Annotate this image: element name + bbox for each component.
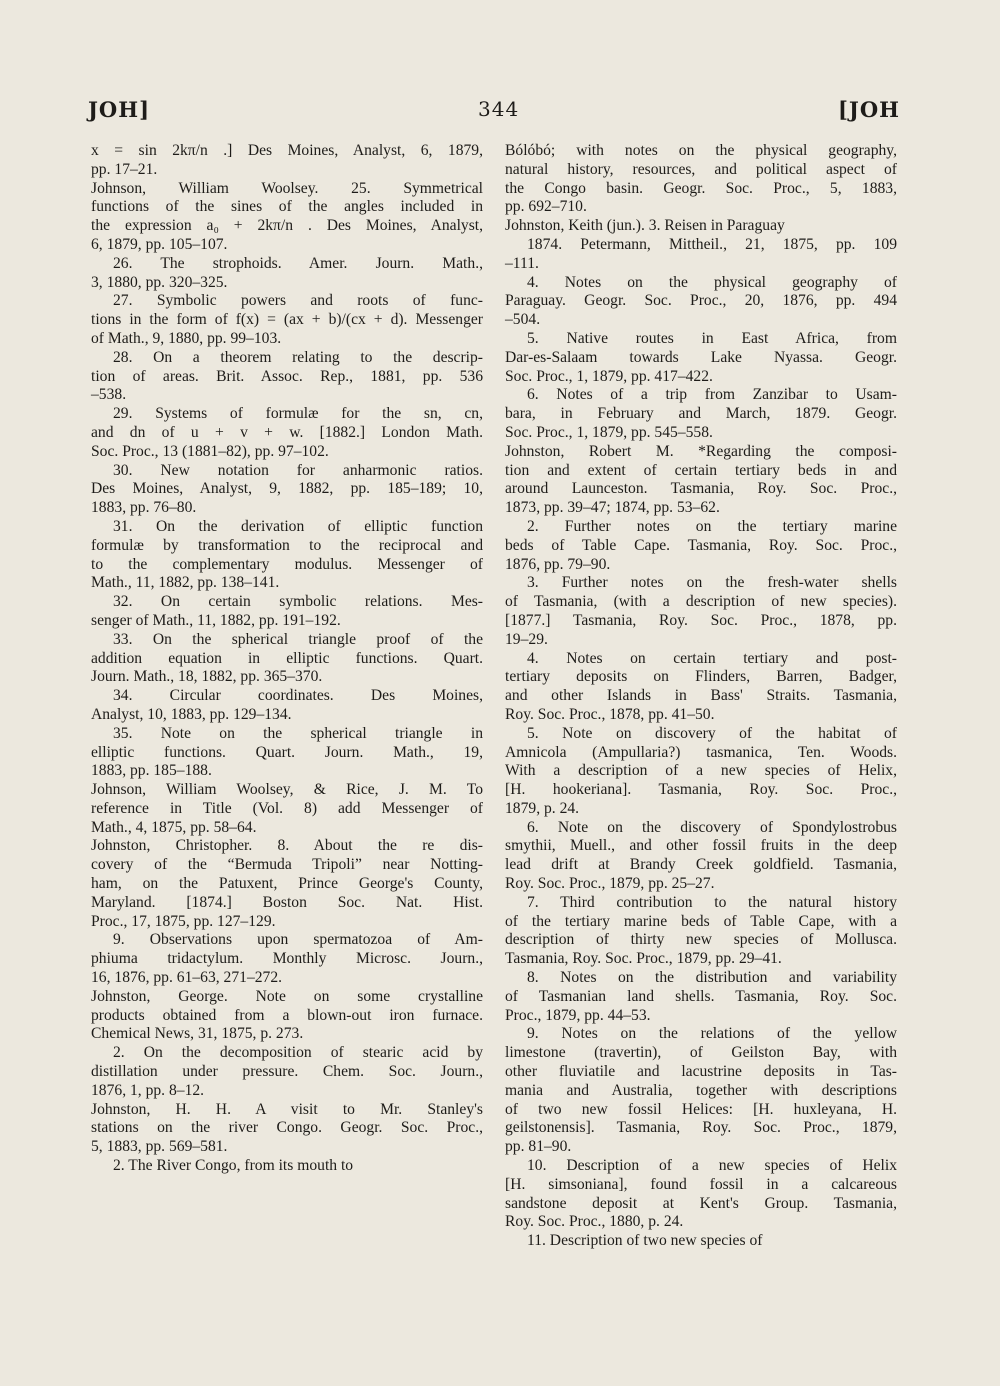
- text-line: 1883, pp. 76–80.: [91, 499, 197, 517]
- text-line: phiuma tridactylum. Monthly Microsc. Journ.,: [91, 950, 483, 968]
- text-line: Johnston, George. Note on some crystalline: [91, 987, 483, 1005]
- text-line: smythii, Muell., and other fossil fruits in the deep: [505, 837, 897, 855]
- text-line: 1876, 1, pp. 8–12.: [91, 1081, 205, 1099]
- text-line: Johnson, William Woolsey. 25. Symmetrical: [91, 179, 483, 197]
- text-line: sandstone deposit at Kent's Group. Tasmania,: [505, 1194, 897, 1212]
- text-line: 19–29.: [505, 630, 548, 648]
- text-line: 28. On a theorem relating to the descrip-: [113, 348, 483, 366]
- text-line: 6, 1879, pp. 105–107.: [91, 235, 228, 253]
- text-line: beds of Table Cape. Tasmania, Roy. Soc. Proc.,: [505, 536, 897, 554]
- text-line: pp. 81–90.: [505, 1138, 572, 1156]
- text-line: and other Islands in Bass' Straits. Tasmania,: [505, 687, 897, 705]
- text-line: 1876, pp. 79–90.: [505, 555, 611, 573]
- text-line: Soc. Proc., 1, 1879, pp. 545–558.: [505, 423, 713, 441]
- text-line: Dar-es-Salaam towards Lake Nyassa. Geogr.: [505, 348, 897, 366]
- text-line: of the tertiary marine beds of Table Cape, with a: [505, 912, 897, 930]
- text-line: stations on the river Congo. Geogr. Soc. Proc.,: [91, 1119, 483, 1137]
- text-line: 1874. Petermann, Mittheil., 21, 1875, pp. 109: [527, 235, 897, 253]
- text-line: Proc., 17, 1875, pp. 127–129.: [91, 912, 276, 930]
- text-line: 33. On the spherical triangle proof of the: [113, 630, 483, 648]
- text-line: [1877.] Tasmania, Roy. Soc. Proc., 1878, pp.: [505, 611, 897, 629]
- text-line: 31. On the derivation of elliptic function: [113, 517, 483, 535]
- text-line: Chemical News, 31, 1875, p. 273.: [91, 1025, 304, 1043]
- text-line: Johnston, H. H. A visit to Mr. Stanley's: [91, 1100, 483, 1118]
- text-line: pp. 692–710.: [505, 198, 587, 216]
- text-line: Des Moines, Analyst, 9, 1882, pp. 185–189; 10,: [91, 480, 483, 498]
- left-column: [91, 142, 483, 1176]
- right-column: [505, 142, 897, 1251]
- text-line: the Congo basin. Geogr. Soc. Proc., 5, 1883,: [505, 179, 897, 197]
- page-number: 344: [478, 97, 520, 121]
- text-line: to the complementary modulus. Messenger of: [91, 555, 483, 573]
- text-line: 1873, pp. 39–47; 1874, pp. 53–62.: [505, 499, 720, 517]
- text-line: With a description of a new species of Helix,: [505, 762, 897, 780]
- text-line: bara, in February and March, 1879. Geogr.: [505, 405, 897, 423]
- running-head-left: JOH]: [88, 97, 151, 122]
- text-line: Soc. Proc., 1, 1879, pp. 417–422.: [505, 367, 713, 385]
- text-line: Proc., 1879, pp. 44–53.: [505, 1006, 651, 1024]
- text-line: 9. Observations upon spermatozoa of Am-: [113, 931, 483, 949]
- text-line: of Math., 9, 1880, pp. 99–103.: [91, 329, 282, 347]
- text-line: Johnston, Robert M. *Regarding the composi-: [505, 442, 897, 460]
- text-line: covery of the “Bermuda Tripoli” near Notting-: [91, 856, 483, 874]
- text-line: Bólóbó; with notes on the physical geography,: [505, 142, 897, 159]
- text-line: 6. Note on the discovery of Spondylostrobus: [527, 818, 897, 836]
- text-line: limestone (travertin), of Geilston Bay, with: [505, 1044, 897, 1062]
- text-line: 27. Symbolic powers and roots of func-: [113, 292, 483, 310]
- text-line: 2. Further notes on the tertiary marine: [527, 517, 897, 535]
- text-line: description of thirty new species of Mollusca.: [505, 931, 897, 949]
- text-line: [H. simsoniana], found fossil in a calcareous: [505, 1175, 897, 1193]
- text-line: Roy. Soc. Proc., 1879, pp. 25–27.: [505, 875, 715, 893]
- text-line: Analyst, 10, 1883, pp. 129–134.: [91, 705, 292, 723]
- text-line: 3, 1880, pp. 320–325.: [91, 273, 228, 291]
- text-line: functions of the sines of the angles included in: [91, 198, 483, 216]
- text-line: [H. hookeriana]. Tasmania, Roy. Soc. Proc.,: [505, 781, 897, 799]
- running-head-right: [JOH: [837, 97, 900, 122]
- text-line: 11. Description of two new species of: [527, 1232, 763, 1250]
- text-line: 6. Notes of a trip from Zanzibar to Usam-: [527, 386, 897, 404]
- text-line: of Tasmanian land shells. Tasmania, Roy. Soc.: [505, 987, 897, 1005]
- text-line: Johnston, Christopher. 8. About the re dis-: [91, 837, 483, 855]
- text-line: Journ. Math., 18, 1882, pp. 365–370.: [91, 668, 323, 686]
- text-line: 1883, pp. 185–188.: [91, 762, 212, 780]
- text-line: tions in the form of f(x) = (ax + b)/(cx + d). Messenger: [91, 311, 483, 329]
- text-line: products obtained from a blown-out iron furnace.: [91, 1006, 483, 1024]
- text-line: and dn of u + v + w. [1882.] London Math.: [91, 423, 483, 441]
- text-line: reference in Title (Vol. 8) add Messenger of: [91, 799, 483, 817]
- text-line: 35. Note on the spherical triangle in: [113, 724, 483, 742]
- text-line: 9. Notes on the relations of the yellow: [527, 1025, 897, 1043]
- text-line: other fluviatile and lacustrine deposits in Tas-: [505, 1063, 897, 1081]
- text-line: pp. 17–21.: [91, 160, 158, 178]
- text-line: lead drift at Brandy Creek goldfield. Tasmania,: [505, 856, 897, 874]
- text-line: tertiary deposits on Flinders, Barren, Badger,: [505, 668, 897, 686]
- text-line: 5. Note on discovery of the habitat of: [527, 724, 897, 742]
- text-line: Math., 11, 1882, pp. 138–141.: [91, 574, 280, 592]
- text-line: 2. The River Congo, from its mouth to: [113, 1157, 354, 1175]
- text-line: 4. Notes on the physical geography of: [527, 273, 897, 291]
- text-line: –538.: [91, 386, 127, 404]
- text-line: 16, 1876, pp. 61–63, 271–272.: [91, 969, 283, 987]
- text-line: natural history, resources, and political aspect of: [505, 160, 897, 178]
- text-line: around Launceston. Tasmania, Roy. Soc. Proc.,: [505, 480, 897, 498]
- text-line: 4. Notes on certain tertiary and post-: [527, 649, 897, 667]
- text-line: –111.: [505, 254, 539, 272]
- text-line: formulæ by transformation to the reciprocal and: [91, 536, 483, 554]
- text-line: Amnicola (Ampullaria?) tasmanica, Ten. Woods.: [505, 743, 897, 761]
- text-line: 34. Circular coordinates. Des Moines,: [113, 687, 483, 705]
- text-line: 29. Systems of formulæ for the sn, cn,: [113, 405, 483, 423]
- text-line: 2. On the decomposition of stearic acid by: [113, 1044, 483, 1062]
- text-line: x = sin 2kπ/n .] Des Moines, Analyst, 6, 1879,: [91, 142, 483, 159]
- text-line: mania and Australia, together with descriptions: [505, 1081, 897, 1099]
- text-line: Johnston, Keith (jun.). 3. Reisen in Paraguay: [505, 217, 785, 235]
- text-line: of Tasmania, (with a description of new species).: [505, 593, 897, 611]
- text-line: ham, on the Patuxent, Prince George's County,: [91, 875, 483, 893]
- text-line: tion and extent of certain tertiary beds in and: [505, 461, 897, 479]
- text-line: the expression a₀ + 2kπ/n . Des Moines, Analyst,: [91, 217, 483, 235]
- text-line: elliptic functions. Quart. Journ. Math., 19,: [91, 743, 483, 761]
- text-line: 5. Native routes in East Africa, from: [527, 329, 897, 347]
- text-line: Math., 4, 1875, pp. 58–64.: [91, 818, 257, 836]
- text-line: 3. Further notes on the fresh-water shells: [527, 574, 897, 592]
- text-line: 5, 1883, pp. 569–581.: [91, 1138, 228, 1156]
- text-line: Tasmania, Roy. Soc. Proc., 1879, pp. 29–41.: [505, 950, 782, 968]
- text-line: 26. The strophoids. Amer. Journ. Math.,: [113, 254, 483, 272]
- text-line: 1879, p. 24.: [505, 799, 580, 817]
- text-line: senger of Math., 11, 1882, pp. 191–192.: [91, 611, 341, 629]
- text-line: Roy. Soc. Proc., 1880, p. 24.: [505, 1213, 684, 1231]
- text-line: Johnson, William Woolsey, & Rice, J. M. To: [91, 781, 483, 799]
- text-line: Maryland. [1874.] Boston Soc. Nat. Hist.: [91, 893, 483, 911]
- text-line: of two new fossil Helices: [H. huxleyana, H.: [505, 1100, 897, 1118]
- text-line: 30. New notation for anharmonic ratios.: [113, 461, 483, 479]
- text-line: Roy. Soc. Proc., 1878, pp. 41–50.: [505, 705, 715, 723]
- text-line: 7. Third contribution to the natural history: [527, 893, 897, 911]
- text-line: geilstonensis]. Tasmania, Roy. Soc. Proc., 1879,: [505, 1119, 897, 1137]
- text-line: 8. Notes on the distribution and variability: [527, 969, 897, 987]
- text-line: –504.: [505, 311, 541, 329]
- text-line: Soc. Proc., 13 (1881–82), pp. 97–102.: [91, 442, 329, 460]
- text-line: addition equation in elliptic functions. Quart.: [91, 649, 483, 667]
- text-line: tion of areas. Brit. Assoc. Rep., 1881, pp. 536: [91, 367, 483, 385]
- text-line: 32. On certain symbolic relations. Mes-: [113, 593, 483, 611]
- text-line: Paraguay. Geogr. Soc. Proc., 20, 1876, pp. 494: [505, 292, 897, 310]
- text-line: distillation under pressure. Chem. Soc. Journ.,: [91, 1063, 483, 1081]
- text-line: 10. Description of a new species of Helix: [527, 1157, 897, 1175]
